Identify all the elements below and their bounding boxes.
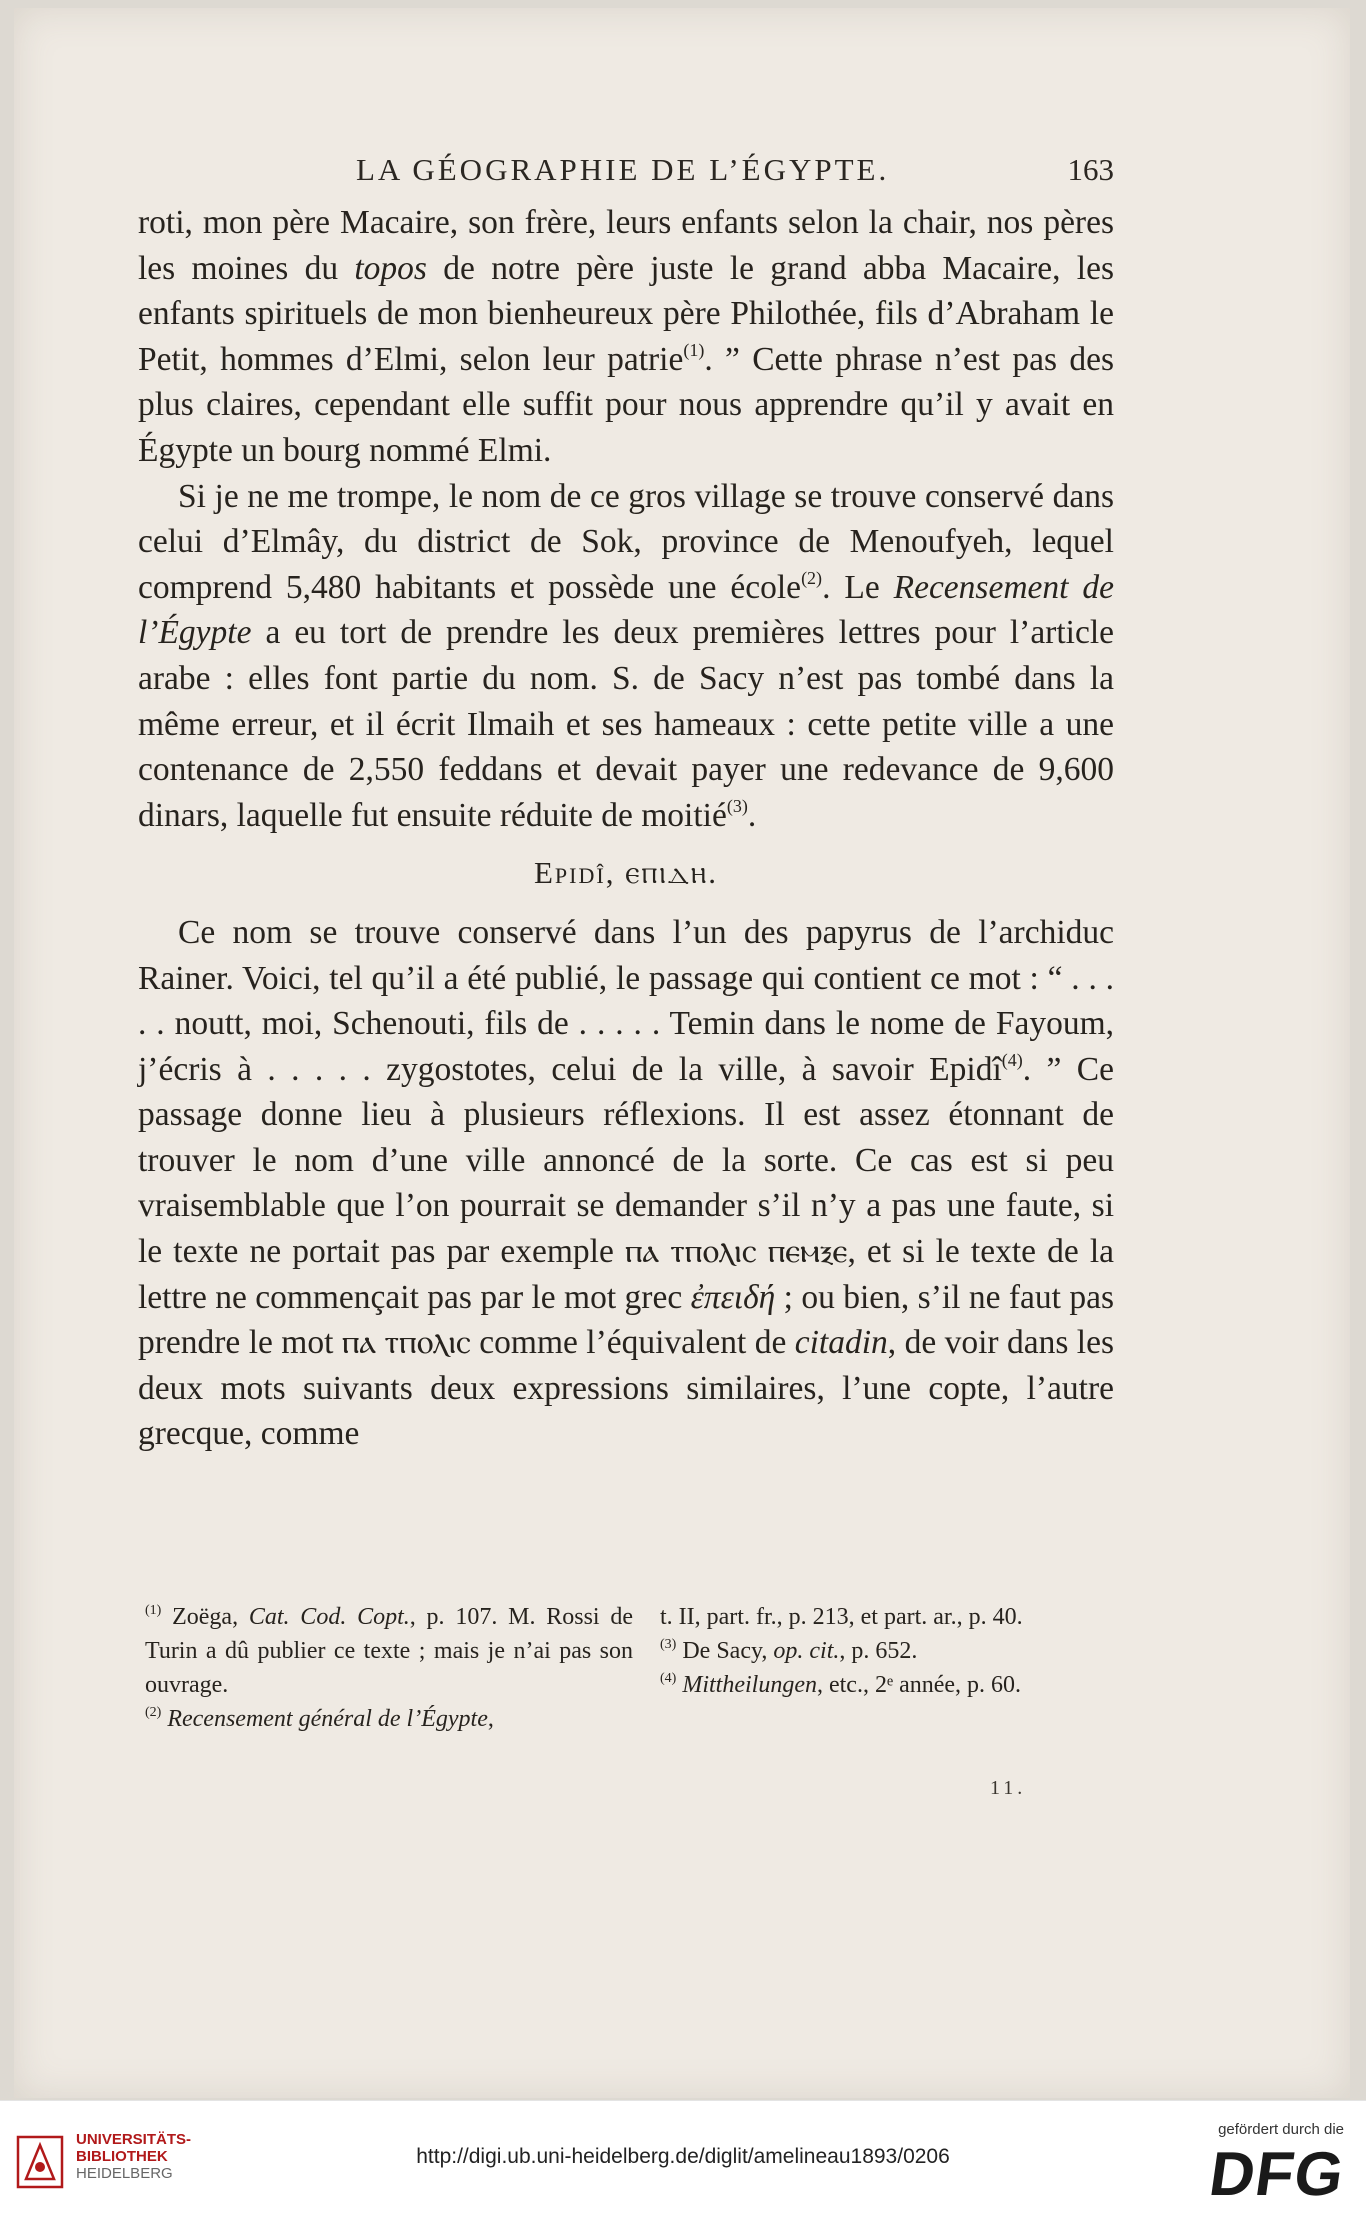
coptic-phrase-1: ⲡⲁ ⲧⲡⲟⲗⲓⲥ ⲡⲉⲙⲝⲉ bbox=[624, 1233, 848, 1271]
footnote-ref-1: (1) bbox=[683, 339, 705, 360]
footnotes-left-column bbox=[145, 1600, 633, 1736]
section-heading: Epidî, ⲉⲡⲓⲇⲏ. bbox=[533, 855, 719, 891]
citadin-term: citadin bbox=[794, 1324, 888, 1362]
footnote-2: $^{(2)}$ Recensement général de l’Égypte, bbox=[145, 1705, 494, 1732]
dfg-logo: DFG bbox=[1205, 2140, 1349, 2209]
footnote-ref-3: (3) bbox=[726, 795, 748, 816]
paragraph-2: Si je ne me trompe, le nom de ce gros village se trouve conservé dans celui d’Elmây, du district de Sok, province de Menoufyeh, lequel comprend 5,480 habitants et possède une école$^{(2)}$. Le Recensement de l’Égypte a eu tort de prendre les deux premières lettres pour l’article arabe : elles font partie du nom. S. de Sacy n’est pas tombé dans la même erreur, et il écrit Ilmaih et ses hameaux : cette petite ville a une contenance de 2,550 feddans et devait payer une redevance de 9,600 dinars, laquelle fut ensuite réduite de moitié$^{(3)}$. bbox=[138, 477, 1114, 834]
footnote-3: $^{(3)}$ De Sacy, op. cit., p. 652. bbox=[660, 1637, 918, 1664]
page-number: 163 bbox=[1067, 152, 1114, 187]
signature-mark: 11. bbox=[990, 1777, 1027, 1799]
university-name: UNIVERSITÄTS- BIBLIOTHEK HEIDELBERG bbox=[76, 2131, 192, 2182]
greek-word: ἐπειδή bbox=[690, 1278, 776, 1316]
topos-term: topos bbox=[354, 249, 427, 287]
footnote-4: $^{(4)}$ Mittheilungen, etc., 2ᵉ année, p. 60. bbox=[660, 1671, 1022, 1698]
footnote-1: $^{(1)}$ Zoëga, Cat. Cod. Copt., p. 107. M. Rossi de Turin a dû publier ce texte ; mais je n’ai pas son ouvrage. bbox=[145, 1603, 634, 1698]
footnotes-right-column bbox=[660, 1600, 1113, 1702]
main-text bbox=[138, 200, 1114, 1457]
footnote-ref-4: (4) bbox=[1001, 1049, 1023, 1070]
recensement-title: Recensement de l’Égypte bbox=[138, 568, 1114, 652]
footnote-ref-2: (2) bbox=[801, 567, 823, 588]
paragraph-3: Ce nom se trouve conservé dans l’un des papyrus de l’archiduc Rainer. Voici, tel qu’il a été publié, le passage qui contient ce mot : “ . . . . . noutt, moi, Schenouti, fils de . . . . . Temin dans le nome de Fayoum, j’écris à . . . . . zygostotes, celui de la ville, à savoir Epidî$^{(4)}$. ” Ce passage donne lieu à plusieurs réflexions. Il est assez étonnant de trouver le nom d’une ville annoncé de la sorte. Ce cas est si peu vraisemblable que l’on pourrait se demander s’il n’y a pas une faute, si le texte ne portait pas par exemple ⲡⲁ ⲧⲡⲟⲗⲓⲥ ⲡⲉⲙⲝⲉ, et si le texte de la lettre ne commençait pas par le mot grec ἐπειδή ; ou bien, s’il ne faut pas prendre le mot ⲡⲁ ⲧⲡⲟⲗⲓⲥ comme l’équivalent de citadin, de voir dans les deux mots suivants deux expressions similaires, l’une copte, l’autre grecque, comme bbox=[138, 913, 1115, 1453]
coptic-phrase-2: ⲡⲁ ⲧⲡⲟⲗⲓⲥ bbox=[341, 1324, 471, 1362]
page-header bbox=[138, 152, 1114, 192]
source-url-link[interactable]: http://digi.ub.uni-heidelberg.de/diglit/amelineau1893/0206 bbox=[416, 2145, 950, 2168]
paragraph-1: roti, mon père Macaire, son frère, leurs enfants selon la chair, nos pères les moines du topos de notre père juste le grand abba Macaire, les enfants spirituels de mon bienheureux père Philothée, fils d’Abraham le Petit, hommes d’Elmi, selon leur patrie$^{(1)}$. ” Cette phrase n’est pas des plus claires, cependant elle suffit pour nous apprendre qu’il y avait en Égypte un bourg nommé Elmi. bbox=[138, 204, 1115, 469]
footnote-2-continued: t. II, part. fr., p. 213, et part. ar., p. 40. bbox=[660, 1604, 1023, 1630]
funder-caption: gefördert durch die bbox=[1218, 2121, 1344, 2138]
viewer-footer bbox=[0, 2100, 1366, 2221]
running-title: LA GÉOGRAPHIE DE L’ÉGYPTE. bbox=[356, 152, 890, 187]
